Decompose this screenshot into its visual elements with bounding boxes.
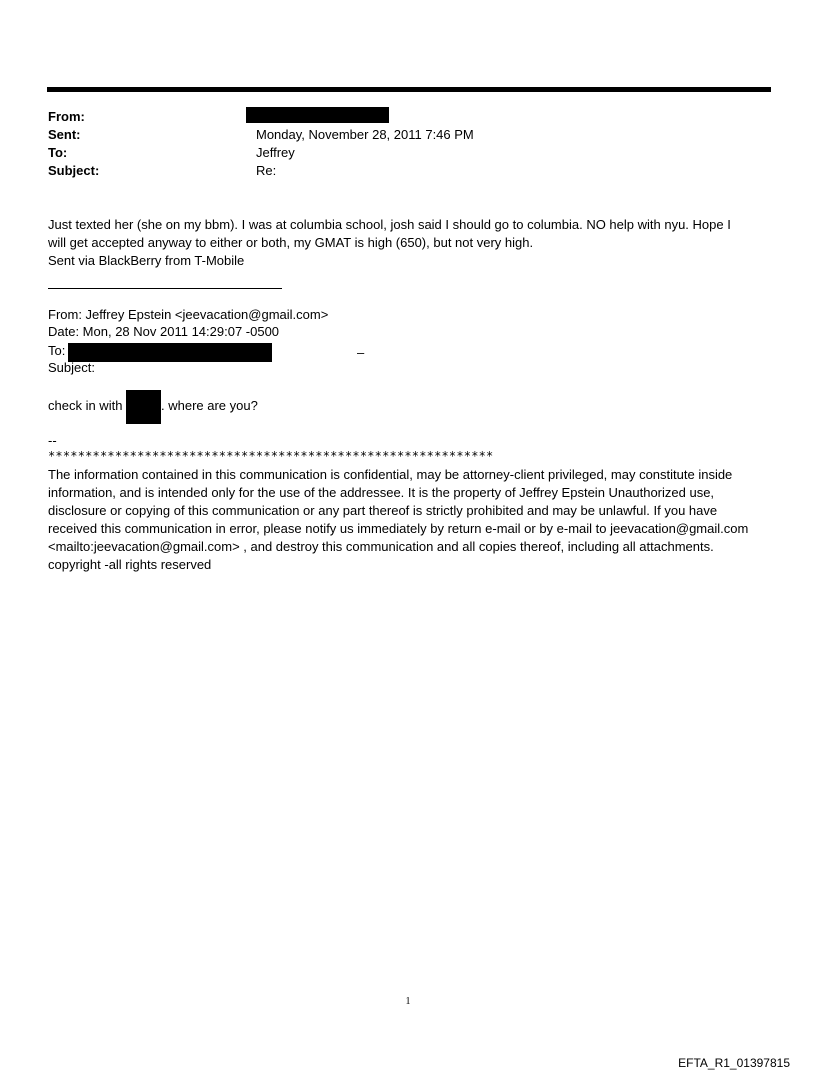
subject-label: Subject: xyxy=(48,163,100,178)
quoted-date: Date: Mon, 28 Nov 2011 14:29:07 -0500 xyxy=(48,324,280,339)
from-label: From: xyxy=(48,109,85,124)
star-divider: ************************************************************ xyxy=(48,449,494,463)
reply-signature: Sent via BlackBerry from T-Mobile xyxy=(48,253,245,268)
quoted-from: From: Jeffrey Epstein <jeevacation@gmail.com> xyxy=(48,307,329,322)
reply-line-1: Just texted her (she on my bbm). I was at columbia school, josh said I should go to columbia. NO help with nyu. Hope I xyxy=(48,217,731,232)
quoted-to-dash: – xyxy=(357,345,365,360)
redaction-to xyxy=(68,343,272,362)
quote-separator xyxy=(48,288,282,289)
quoted-subject-label: Subject: xyxy=(48,360,95,375)
header-rule xyxy=(47,87,771,92)
to-value: Jeffrey xyxy=(256,145,295,160)
reply-line-2: will get accepted anyway to either or both, my GMAT is high (650), but not very high. xyxy=(48,235,534,250)
subject-value: Re: xyxy=(256,163,277,178)
check-in-prefix: check in with xyxy=(48,398,123,413)
sent-label: Sent: xyxy=(48,127,81,142)
confidentiality-notice: The information contained in this communication is confidential, may be attorney-client privileged, may constitute inside information, and is intended only for the use of the addressee. It is the property of Jeffrey Epstein Unauthorized use, disclosure or copying of this communication or any part thereof is strictly prohibited and may be unlawful. If you have received this communication in error, please notify us immediately by return e-mail or by e-mail to jeevacation@gmail.com <mailto:jeevacation@gmail.com> , and destroy this communication and all copies thereof, including all attachments. copyright -all rights reserved xyxy=(48,467,749,572)
document-id: EFTA_R1_01397815 xyxy=(678,1056,790,1070)
redaction-name xyxy=(126,390,161,424)
to-label: To: xyxy=(48,145,68,160)
page-number: 1 xyxy=(405,996,411,1007)
signature-dashes: -- xyxy=(48,433,57,448)
check-in-suffix: . where are you? xyxy=(161,398,258,413)
quoted-to-label: To: xyxy=(48,343,66,358)
sent-value: Monday, November 28, 2011 7:46 PM xyxy=(256,127,474,142)
redaction-from xyxy=(246,107,389,123)
